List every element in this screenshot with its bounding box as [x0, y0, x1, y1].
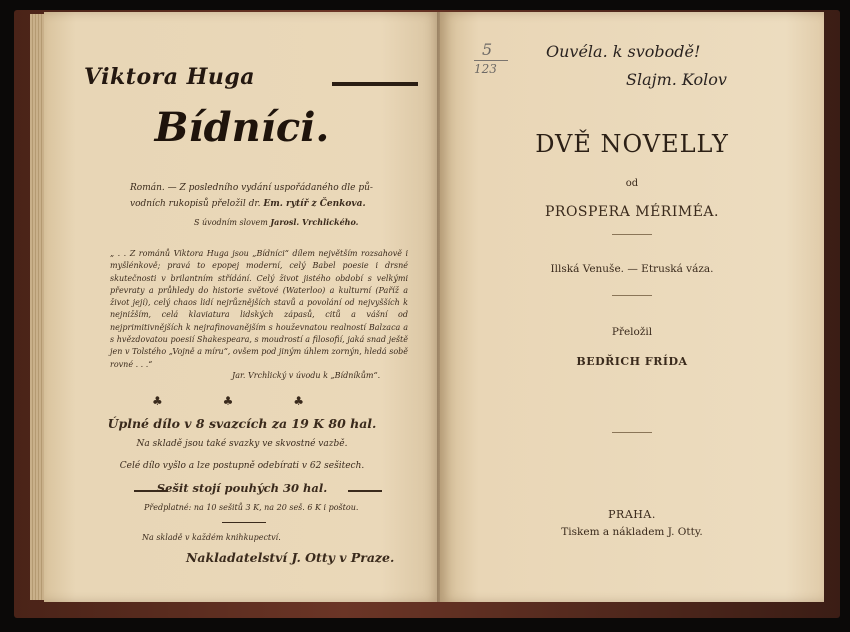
title-rule-2: [612, 295, 652, 296]
title-translator: BEDŘICH FRÍDA: [576, 355, 688, 368]
ad-translator-name: Em. rytíř z Čenkova.: [263, 199, 366, 209]
ad-description-translated: vodních rukopisů přeložil dr.: [130, 199, 261, 209]
right-page-title: [440, 12, 824, 602]
ad-issue-price: Sešit stojí pouhých 30 hal.: [156, 481, 328, 495]
ad-foreword-label: S úvodním slovem: [194, 218, 268, 227]
pencil-note-bottom: 123: [474, 62, 497, 76]
ad-rule-right: [348, 490, 382, 492]
ad-complete-work: Úplné dílo v 8 svazcích za 19 K 80 hal.: [107, 416, 377, 431]
ad-foreword-author: Jarosl. Vrchlického.: [270, 217, 359, 227]
ad-installments: Celé dílo vyšlo a lze postupně odebírati v 62 sešitech.: [119, 461, 365, 471]
ad-decorative-rule: [332, 82, 418, 86]
ad-quote: „ . . Z románů Viktora Huga jsou „Bídníci“ dílem největším rozsahově i myšlénkově; pravá to epopej moderní, celý Babel poesie i drsné skutečnosti v brilantním střídání. Celý život jistého období s velkými převraty a průhledy do historie světové (Waterloo) a kulturní (Paříž a život její), celý chaos lidí nejrůznějších stavů a povolání od nejvyšších k nejnižším, celá klaviatura lidských zápasů, citů a vášní od nejprimitivnějších k nejrafinovanějším s houževnatou realností Balzaca a s hvězdovatou poesií Shakespeara, s moudrostí a filosofií, jaká snad ještě jen v Tolstého „Vojně a míru“, ovšem pod jiným úhlem zornýn, hledá sobě rovné . . .“: [110, 249, 408, 369]
left-page-advertisement: [44, 12, 440, 602]
pencil-note-top: 5: [482, 40, 493, 59]
ad-book-title: Bídníci.: [154, 104, 330, 151]
ad-author-line: Viktora Huga: [84, 64, 256, 90]
ad-description-line3: [194, 216, 358, 229]
pencil-note-rule: [474, 60, 508, 61]
ad-ornament: ♣ ♣ ♣: [152, 394, 332, 408]
title-rule-1: [612, 234, 652, 235]
title-author: PROSPERA MÉRIMÉA.: [544, 204, 719, 220]
title-translated-by: Přeložil: [611, 326, 653, 338]
ad-quote-signature: Jar. Vrchlický v úvodu k „Bídníkům“.: [232, 371, 381, 380]
ad-short-rule: [222, 522, 266, 523]
title-printer: Tiskem a nákladem J. Otty.: [561, 526, 703, 538]
title-od: od: [625, 178, 639, 189]
title-city: PRAHA.: [608, 508, 656, 521]
inscription-signature: Slajm. Kolov: [626, 70, 727, 89]
inscription-line1: Ouvéla. k svobodě!: [546, 42, 701, 61]
ad-availability: Na skladě v každém knihkupectví.: [142, 533, 281, 542]
ad-subscription: Předplatné: na 10 sešitů 3 K, na 20 seš. 6 K i poštou.: [144, 503, 359, 512]
page-title: DVĚ NOVELLY: [535, 130, 729, 158]
ad-description-line1: Román. — Z posledního vydání uspořádaného dle pů-: [130, 183, 373, 193]
ad-publisher: Nakladatelství J. Otty v Praze.: [186, 550, 395, 565]
title-stories: Illská Venuše. — Etruská váza.: [550, 263, 714, 275]
title-rule-3: [612, 432, 652, 433]
ad-bound-volumes: Na skladě jsou také svazky ve skvostné vazbě.: [136, 439, 348, 449]
ad-description-line2: [130, 198, 366, 211]
